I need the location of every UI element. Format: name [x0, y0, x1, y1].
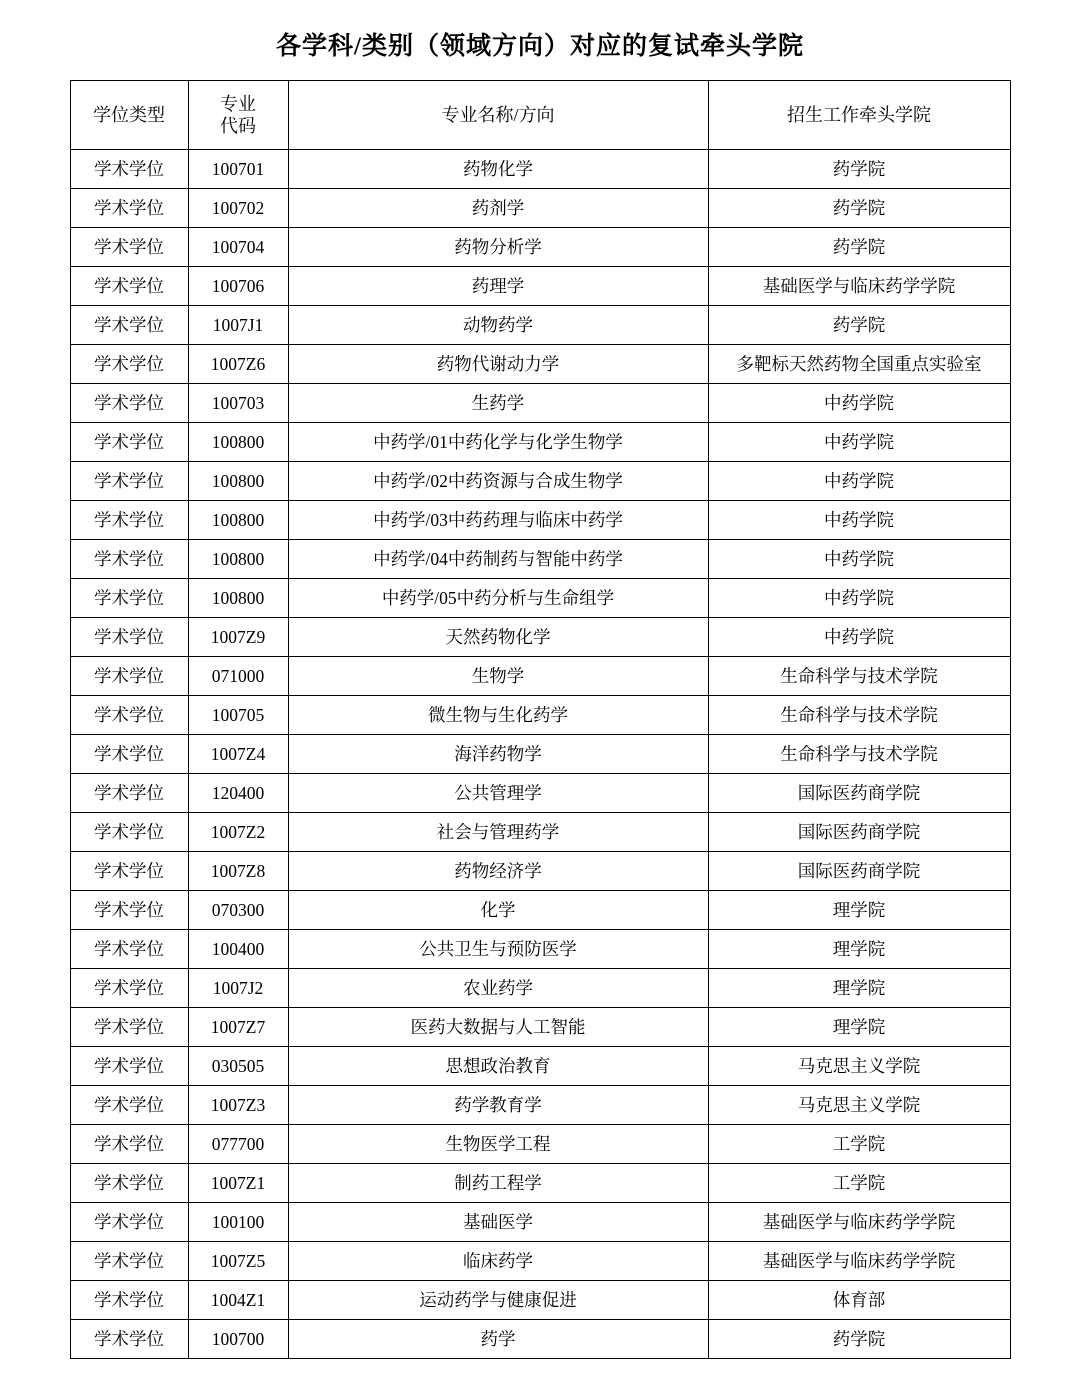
table-row	[70, 969, 1010, 1008]
cell-lead-college: 工学院	[708, 1164, 1010, 1203]
cell-major-code: 100800	[188, 462, 288, 501]
cell-major-code: 100400	[188, 930, 288, 969]
cell-major-name: 中药学/01中药化学与化学生物学	[288, 423, 708, 462]
cell-degree-type: 学术学位	[70, 891, 188, 930]
column-header-major-code-line2: 代码	[220, 116, 256, 136]
cell-degree-type: 学术学位	[70, 1203, 188, 1242]
cell-major-name: 药剂学	[288, 189, 708, 228]
cell-major-code: 1007Z5	[188, 1242, 288, 1281]
table-row	[70, 1047, 1010, 1086]
cell-major-name: 药学教育学	[288, 1086, 708, 1125]
cell-major-code: 1007Z2	[188, 813, 288, 852]
cell-lead-college: 生命科学与技术学院	[708, 735, 1010, 774]
table-row	[70, 501, 1010, 540]
cell-major-name: 生药学	[288, 384, 708, 423]
cell-degree-type: 学术学位	[70, 462, 188, 501]
cell-major-code: 1007Z8	[188, 852, 288, 891]
cell-lead-college: 国际医药商学院	[708, 774, 1010, 813]
document-page	[0, 26, 1080, 1375]
table-row	[70, 1281, 1010, 1320]
cell-degree-type: 学术学位	[70, 1242, 188, 1281]
cell-major-name: 药物分析学	[288, 228, 708, 267]
cell-degree-type: 学术学位	[70, 813, 188, 852]
table-row	[70, 852, 1010, 891]
cell-lead-college: 中药学院	[708, 462, 1010, 501]
cell-degree-type: 学术学位	[70, 930, 188, 969]
cell-degree-type: 学术学位	[70, 306, 188, 345]
cell-major-code: 030505	[188, 1047, 288, 1086]
cell-degree-type: 学术学位	[70, 1164, 188, 1203]
cell-major-code: 1007Z4	[188, 735, 288, 774]
cell-lead-college: 马克思主义学院	[708, 1086, 1010, 1125]
table-row	[70, 1164, 1010, 1203]
cell-lead-college: 中药学院	[708, 423, 1010, 462]
cell-major-code: 1007J2	[188, 969, 288, 1008]
cell-degree-type: 学术学位	[70, 501, 188, 540]
column-header-major-code	[188, 81, 288, 150]
table-row	[70, 1008, 1010, 1047]
cell-lead-college: 药学院	[708, 1320, 1010, 1359]
cell-major-code: 100702	[188, 189, 288, 228]
table-header-row	[70, 81, 1010, 150]
cell-major-code: 100800	[188, 540, 288, 579]
cell-degree-type: 学术学位	[70, 735, 188, 774]
cell-lead-college: 马克思主义学院	[708, 1047, 1010, 1086]
cell-major-name: 药理学	[288, 267, 708, 306]
table-body	[70, 150, 1010, 1359]
cell-lead-college: 中药学院	[708, 579, 1010, 618]
table-row	[70, 150, 1010, 189]
cell-major-name: 生物学	[288, 657, 708, 696]
cell-major-code: 100700	[188, 1320, 288, 1359]
cell-lead-college: 基础医学与临床药学学院	[708, 267, 1010, 306]
cell-degree-type: 学术学位	[70, 618, 188, 657]
cell-lead-college: 药学院	[708, 150, 1010, 189]
cell-major-code: 100800	[188, 501, 288, 540]
table-row	[70, 891, 1010, 930]
cell-lead-college: 多靶标天然药物全国重点实验室	[708, 345, 1010, 384]
cell-degree-type: 学术学位	[70, 189, 188, 228]
table-row	[70, 345, 1010, 384]
table-row	[70, 1320, 1010, 1359]
table-row	[70, 579, 1010, 618]
cell-degree-type: 学术学位	[70, 579, 188, 618]
cell-major-name: 农业药学	[288, 969, 708, 1008]
cell-major-code: 1007Z9	[188, 618, 288, 657]
cell-lead-college: 理学院	[708, 891, 1010, 930]
cell-degree-type: 学术学位	[70, 384, 188, 423]
table-row	[70, 1242, 1010, 1281]
cell-major-code: 100701	[188, 150, 288, 189]
cell-major-code: 1004Z1	[188, 1281, 288, 1320]
cell-lead-college: 理学院	[708, 1008, 1010, 1047]
cell-major-name: 中药学/04中药制药与智能中药学	[288, 540, 708, 579]
cell-major-name: 海洋药物学	[288, 735, 708, 774]
cell-major-name: 制药工程学	[288, 1164, 708, 1203]
cell-major-code: 100706	[188, 267, 288, 306]
cell-major-name: 药物化学	[288, 150, 708, 189]
column-header-major-code-line1: 专业	[220, 93, 256, 114]
cell-lead-college: 生命科学与技术学院	[708, 696, 1010, 735]
column-header-lead-college: 招生工作牵头学院	[708, 81, 1010, 150]
cell-major-name: 生物医学工程	[288, 1125, 708, 1164]
table-row	[70, 774, 1010, 813]
cell-major-code: 100800	[188, 579, 288, 618]
table-row	[70, 813, 1010, 852]
cell-degree-type: 学术学位	[70, 696, 188, 735]
cell-major-name: 运动药学与健康促进	[288, 1281, 708, 1320]
cell-major-code: 100800	[188, 423, 288, 462]
cell-lead-college: 理学院	[708, 969, 1010, 1008]
cell-major-code: 1007Z7	[188, 1008, 288, 1047]
cell-lead-college: 中药学院	[708, 540, 1010, 579]
table-row	[70, 423, 1010, 462]
cell-lead-college: 体育部	[708, 1281, 1010, 1320]
cell-major-name: 公共卫生与预防医学	[288, 930, 708, 969]
cell-lead-college: 理学院	[708, 930, 1010, 969]
cell-degree-type: 学术学位	[70, 657, 188, 696]
cell-major-name: 中药学/03中药药理与临床中药学	[288, 501, 708, 540]
cell-degree-type: 学术学位	[70, 228, 188, 267]
cell-major-name: 思想政治教育	[288, 1047, 708, 1086]
cell-major-name: 公共管理学	[288, 774, 708, 813]
cell-major-code: 100100	[188, 1203, 288, 1242]
page-title: 各学科/类别（领域方向）对应的复试牵头学院	[276, 33, 804, 60]
cell-lead-college: 药学院	[708, 189, 1010, 228]
cell-lead-college: 药学院	[708, 228, 1010, 267]
cell-major-code: 077700	[188, 1125, 288, 1164]
cell-major-code: 070300	[188, 891, 288, 930]
cell-major-name: 微生物与生化药学	[288, 696, 708, 735]
cell-degree-type: 学术学位	[70, 852, 188, 891]
table-row	[70, 1125, 1010, 1164]
cell-degree-type: 学术学位	[70, 423, 188, 462]
table-row	[70, 1086, 1010, 1125]
cell-lead-college: 基础医学与临床药学学院	[708, 1203, 1010, 1242]
cell-degree-type: 学术学位	[70, 1008, 188, 1047]
cell-major-name: 药物经济学	[288, 852, 708, 891]
table-row	[70, 384, 1010, 423]
table-row	[70, 306, 1010, 345]
cell-degree-type: 学术学位	[70, 540, 188, 579]
table-row	[70, 540, 1010, 579]
cell-degree-type: 学术学位	[70, 1047, 188, 1086]
cell-degree-type: 学术学位	[70, 345, 188, 384]
table-row	[70, 1203, 1010, 1242]
table-row	[70, 228, 1010, 267]
cell-lead-college: 生命科学与技术学院	[708, 657, 1010, 696]
cell-degree-type: 学术学位	[70, 150, 188, 189]
cell-degree-type: 学术学位	[70, 267, 188, 306]
discipline-college-table	[70, 80, 1011, 1359]
column-header-major-name: 专业名称/方向	[288, 81, 708, 150]
cell-lead-college: 工学院	[708, 1125, 1010, 1164]
cell-degree-type: 学术学位	[70, 1320, 188, 1359]
cell-major-name: 天然药物化学	[288, 618, 708, 657]
cell-lead-college: 中药学院	[708, 618, 1010, 657]
cell-lead-college: 基础医学与临床药学学院	[708, 1242, 1010, 1281]
cell-major-name: 化学	[288, 891, 708, 930]
cell-major-name: 中药学/02中药资源与合成生物学	[288, 462, 708, 501]
cell-degree-type: 学术学位	[70, 1086, 188, 1125]
cell-major-name: 动物药学	[288, 306, 708, 345]
cell-major-code: 100703	[188, 384, 288, 423]
cell-lead-college: 药学院	[708, 306, 1010, 345]
cell-major-code: 100704	[188, 228, 288, 267]
cell-major-code: 120400	[188, 774, 288, 813]
cell-lead-college: 国际医药商学院	[708, 813, 1010, 852]
cell-degree-type: 学术学位	[70, 774, 188, 813]
cell-major-code: 1007Z6	[188, 345, 288, 384]
cell-major-name: 临床药学	[288, 1242, 708, 1281]
cell-degree-type: 学术学位	[70, 1125, 188, 1164]
cell-lead-college: 国际医药商学院	[708, 852, 1010, 891]
cell-major-code: 1007Z1	[188, 1164, 288, 1203]
cell-major-name: 医药大数据与人工智能	[288, 1008, 708, 1047]
cell-major-code: 071000	[188, 657, 288, 696]
cell-major-name: 中药学/05中药分析与生命组学	[288, 579, 708, 618]
cell-major-name: 基础医学	[288, 1203, 708, 1242]
cell-lead-college: 中药学院	[708, 384, 1010, 423]
cell-lead-college: 中药学院	[708, 501, 1010, 540]
cell-degree-type: 学术学位	[70, 1281, 188, 1320]
cell-major-code: 1007J1	[188, 306, 288, 345]
cell-major-name: 药学	[288, 1320, 708, 1359]
table-row	[70, 462, 1010, 501]
cell-degree-type: 学术学位	[70, 969, 188, 1008]
table-row	[70, 189, 1010, 228]
table-row	[70, 657, 1010, 696]
table-row	[70, 618, 1010, 657]
cell-major-name: 药物代谢动力学	[288, 345, 708, 384]
table-row	[70, 696, 1010, 735]
table-row	[70, 735, 1010, 774]
cell-major-code: 1007Z3	[188, 1086, 288, 1125]
table-row	[70, 930, 1010, 969]
table-row	[70, 267, 1010, 306]
cell-major-code: 100705	[188, 696, 288, 735]
column-header-degree-type: 学位类型	[70, 81, 188, 150]
table-header	[70, 81, 1010, 150]
cell-major-name: 社会与管理药学	[288, 813, 708, 852]
